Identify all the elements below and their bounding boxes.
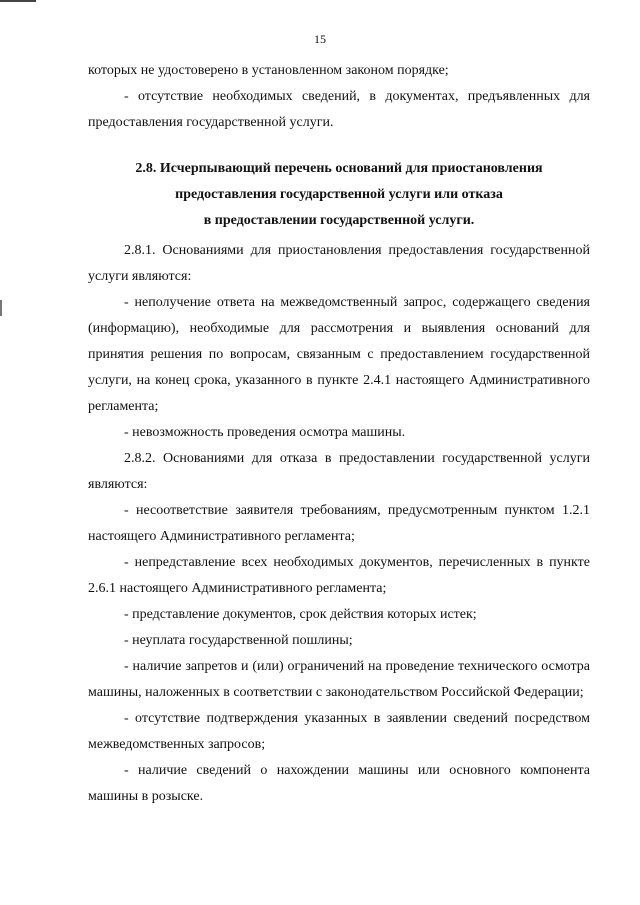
document-body [88,58,590,810]
clause-2-8-1-item: - невозможность проведения осмотра машины. [124,425,406,440]
clause-2-8-2-item: - наличие сведений о нахождении машины или основного компонента машины в розыске. [88,763,590,804]
scan-edge-mark [0,0,36,2]
paragraph-continuation: которых не удостоверено в установленном законом порядке; [88,63,449,78]
clause-2-8-2-item: - представление документов, срок действия которых истек; [124,607,477,622]
scan-side-mark [0,300,2,316]
clause-2-8-2-intro: 2.8.2. Основаниями для отказа в предоставлении государственной услуги являются: [88,451,590,492]
clause-2-8-2-item: - несоответствие заявителя требованиям, предусмотренным пунктом 1.2.1 настоящего Административного регламента; [88,503,590,544]
section-heading [88,156,590,234]
paragraph-missing-info: - отсутствие необходимых сведений, в документах, предъявленных для предоставления государственной услуги. [88,89,590,130]
clause-2-8-2-item: - неуплата государственной пошлины; [124,633,353,648]
section-heading-line-3: в предоставлении государственной услуги. [203,213,475,228]
section-heading-line-2: предоставления государственной услуги или отказа [175,187,503,202]
clause-2-8-2-item: - непредставление всех необходимых документов, перечисленных в пункте 2.6.1 настоящего Административного регламента; [88,555,590,596]
clause-2-8-2-item: - наличие запретов и (или) ограничений на проведение технического осмотра машины, наложенных в соответствии с законодательством Российской Федерации; [88,659,590,700]
clause-2-8-1-intro: 2.8.1. Основаниями для приостановления предоставления государственной услуги являются: [88,243,590,284]
clause-2-8-2-item: - отсутствие подтверждения указанных в заявлении сведений посредством межведомственных запросов; [88,711,590,752]
section-heading-line-1: 2.8. Исчерпывающий перечень оснований для приостановления [135,161,543,176]
page-number: 15 [314,32,326,46]
clause-2-8-1-item: - неполучение ответа на межведомственный запрос, содержащего сведения (информацию), необходимые для рассмотрения и выявления оснований для принятия решения по вопросам, связанным с предоставлением государственной услуги, на конец срока, указанного в пункте 2.4.1 настоящего Административного регламента; [88,295,590,414]
